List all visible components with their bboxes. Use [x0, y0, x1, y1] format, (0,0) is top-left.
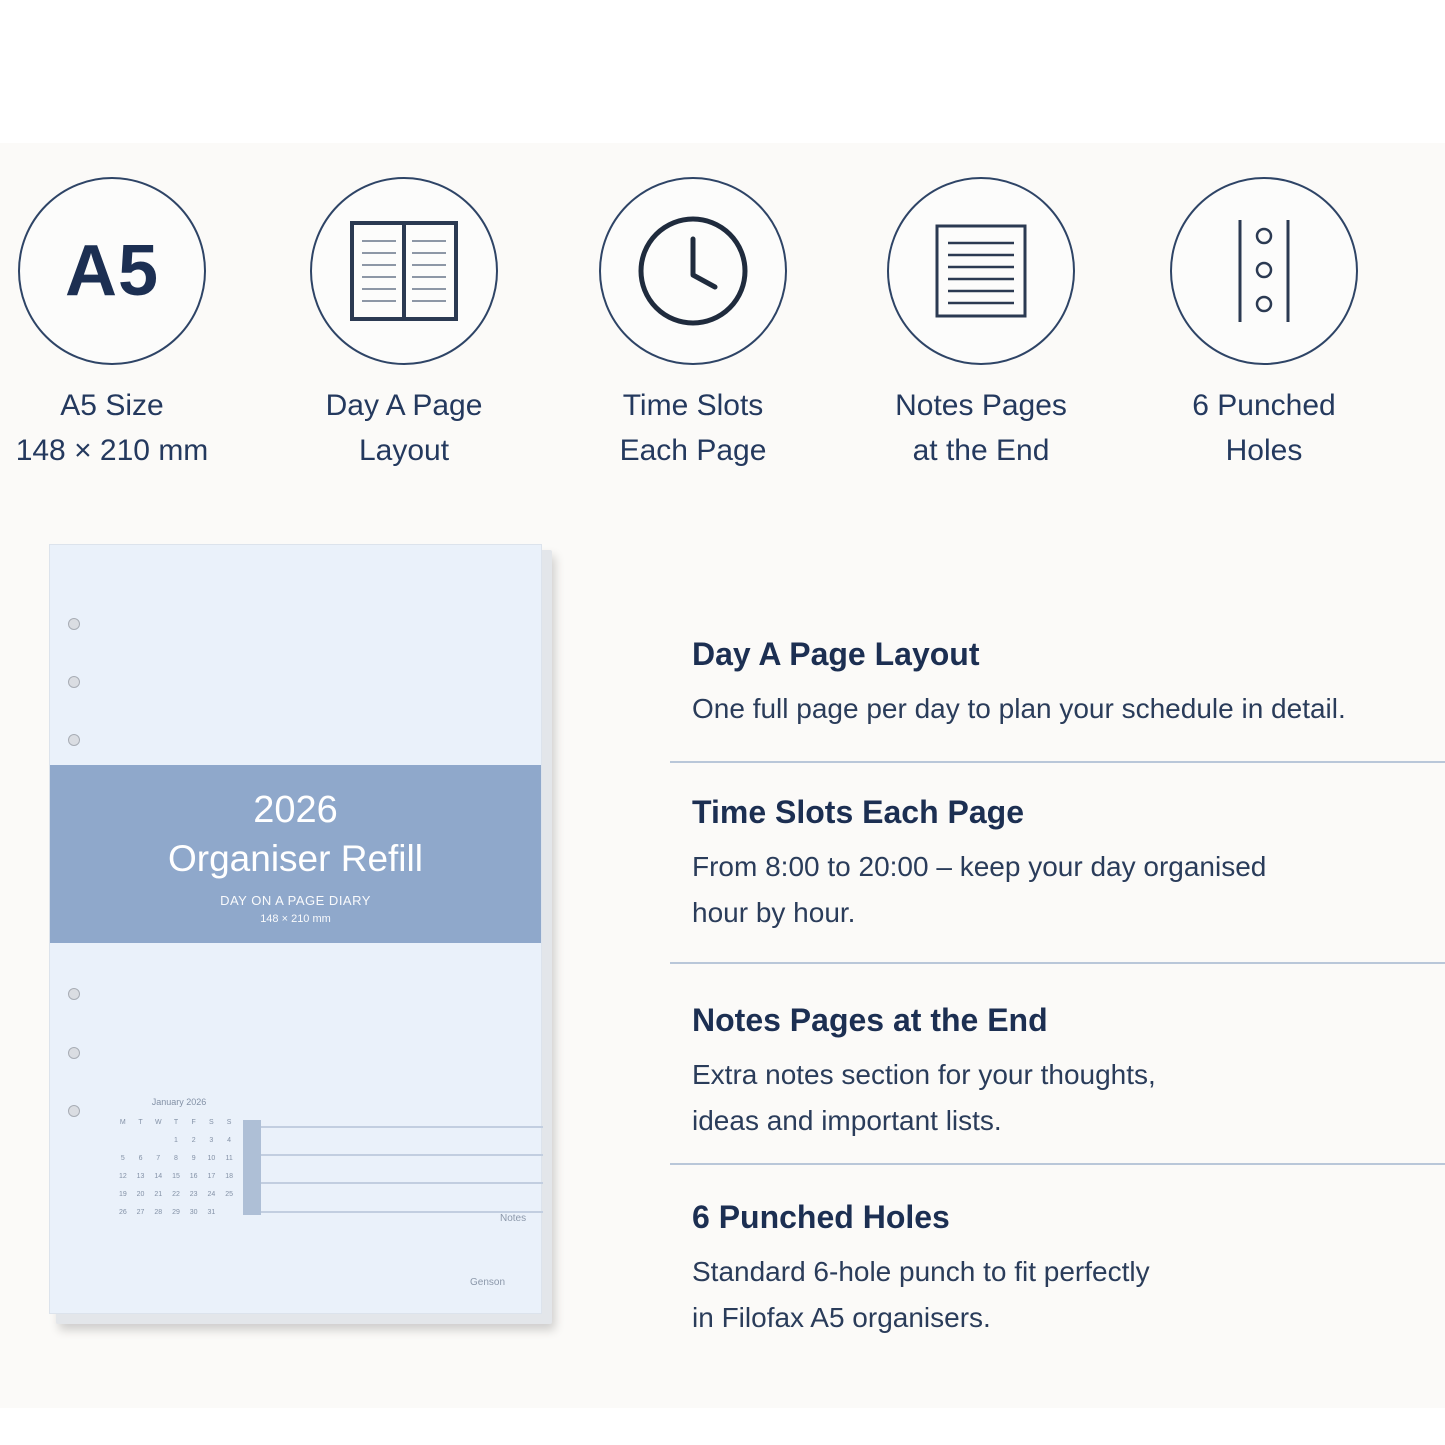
description-line: From 8:00 to 20:00 – keep your day organised: [692, 851, 1267, 882]
cover-size: 148 × 210 mm: [260, 913, 331, 925]
weekday: S: [209, 1118, 214, 1126]
punch-hole: [68, 1047, 80, 1059]
calendar-weekdays: [114, 1113, 238, 1131]
divider: [670, 761, 1445, 763]
calendar-day: 28: [154, 1208, 163, 1216]
calendar-day: 6: [138, 1154, 143, 1162]
calendar-day: 7: [156, 1154, 161, 1162]
description-text: [692, 844, 1442, 936]
feature-caption: [563, 383, 823, 473]
feature-notes-pages: [851, 177, 1111, 473]
feature-caption-line2: Layout: [358, 434, 450, 467]
calendar-week: [114, 1203, 238, 1221]
a5-icon-text: A5: [64, 231, 160, 311]
divider: [670, 1163, 1445, 1165]
calendar-day: [114, 1131, 132, 1149]
punched-holes-icon: [1170, 177, 1358, 365]
feature-punched-holes: [1134, 177, 1394, 473]
description-line: ideas and important lists.: [692, 1105, 1002, 1136]
feature-caption-line2: 148 × 210 mm: [15, 434, 209, 467]
calendar-day: 14: [154, 1172, 163, 1180]
calendar-day: 3: [209, 1136, 214, 1144]
calendar-day: 1: [174, 1136, 178, 1144]
weekday: F: [191, 1118, 196, 1126]
calendar-day: [220, 1203, 238, 1221]
calendar-grid: [114, 1113, 238, 1221]
clock-icon: [599, 177, 787, 365]
description-line: Extra notes section for your thoughts,: [692, 1059, 1156, 1090]
calendar-day: 13: [136, 1172, 145, 1180]
feature-time-slots: [563, 177, 823, 473]
feature-caption-line1: Notes Pages: [895, 389, 1067, 422]
description-line: in Filofax A5 organisers.: [692, 1302, 991, 1333]
notes-line: [261, 1154, 543, 1156]
calendar-week: [114, 1131, 238, 1149]
description-punched-holes: [692, 1197, 1442, 1341]
mini-calendar: [114, 1097, 244, 1221]
calendar-day: 4: [227, 1136, 232, 1144]
open-book-icon: [310, 177, 498, 365]
calendar-day: 11: [225, 1154, 233, 1162]
punch-hole: [68, 1105, 80, 1117]
weekday: T: [138, 1118, 143, 1126]
calendar-day: 26: [118, 1208, 127, 1216]
description-text: One full page per day to plan your schedule in detail.: [692, 693, 1346, 724]
description-text: [692, 1052, 1442, 1144]
feature-caption-line1: Day A Page: [325, 389, 483, 422]
cover-title: Organiser Refill: [168, 838, 423, 879]
calendar-month: January 2026: [151, 1097, 207, 1107]
weekday: T: [173, 1118, 179, 1126]
weekday: S: [226, 1118, 232, 1126]
punch-hole: [68, 988, 80, 1000]
weekday: M: [119, 1118, 126, 1126]
calendar-day: 25: [225, 1190, 233, 1198]
description-title: Time Slots Each Page: [692, 794, 1024, 830]
punch-hole: [68, 676, 80, 688]
calendar-day: 17: [207, 1172, 216, 1180]
calendar-day: 10: [207, 1154, 216, 1162]
calendar-day: 23: [189, 1190, 198, 1198]
feature-caption-line2: at the End: [912, 434, 1050, 467]
description-title: 6 Punched Holes: [692, 1199, 950, 1235]
description-time-slots: [692, 792, 1442, 936]
a5-size-icon: [18, 177, 206, 365]
calendar-day: 27: [136, 1208, 145, 1216]
calendar-day: 21: [154, 1190, 163, 1198]
punch-hole: [68, 618, 80, 630]
cover-subtitle: DAY ON A PAGE DIARY: [220, 893, 371, 908]
feature-caption: [274, 383, 534, 473]
refill-cover: [49, 544, 542, 1314]
cover-title-band: [50, 765, 541, 943]
calendar-day: 19: [118, 1190, 127, 1198]
description-title: Day A Page Layout: [692, 636, 980, 672]
description-line: Standard 6-hole punch to fit perfectly: [692, 1256, 1150, 1287]
feature-caption-line2: Holes: [1225, 434, 1303, 467]
calendar-day: 5: [120, 1154, 125, 1162]
feature-caption: [851, 383, 1111, 473]
calendar-week: [114, 1167, 238, 1185]
brand-mark: Genson: [470, 1277, 506, 1288]
weekday: W: [154, 1118, 162, 1126]
calendar-day: 12: [118, 1172, 127, 1180]
calendar-day: 18: [225, 1172, 233, 1180]
notes-line: [261, 1182, 543, 1184]
notes-page-icon: [887, 177, 1075, 365]
feature-day-a-page: [274, 177, 534, 473]
feature-caption-line1: Time Slots: [622, 389, 764, 422]
feature-caption: [0, 383, 242, 473]
notes-lines: [243, 1120, 543, 1215]
feature-caption-line1: A5 Size: [60, 389, 164, 422]
description-line: hour by hour.: [692, 897, 856, 928]
calendar-day: 9: [191, 1154, 196, 1162]
notes-line: [261, 1126, 543, 1128]
calendar-day: 22: [172, 1190, 180, 1198]
feature-caption-line2: Each Page: [619, 434, 767, 467]
description-text: [692, 1249, 1442, 1341]
calendar-day: 16: [189, 1172, 198, 1180]
divider: [670, 962, 1445, 964]
calendar-day: 20: [136, 1190, 145, 1198]
feature-a5-size: [0, 177, 242, 473]
calendar-day: 15: [172, 1172, 180, 1180]
calendar-day: [149, 1131, 167, 1149]
calendar-week: [114, 1149, 238, 1167]
calendar-week: [114, 1185, 238, 1203]
cover-year: 2026: [253, 789, 338, 831]
calendar-day: 30: [189, 1208, 198, 1216]
calendar-day: [132, 1131, 150, 1149]
notes-side-bar: [243, 1120, 261, 1215]
feature-caption-line1: 6 Punched: [1192, 389, 1336, 422]
feature-caption: [1134, 383, 1394, 473]
description-title: Notes Pages at the End: [692, 1002, 1048, 1038]
calendar-day: 2: [191, 1136, 196, 1144]
punch-hole: [68, 734, 80, 746]
description-day-a-page: [692, 634, 1442, 732]
calendar-day: 24: [207, 1190, 216, 1198]
notes-label: Notes: [500, 1213, 527, 1224]
calendar-day: 29: [172, 1208, 180, 1216]
calendar-day: 8: [174, 1154, 178, 1162]
description-notes-pages: [692, 1000, 1442, 1144]
calendar-day: 31: [207, 1208, 216, 1216]
